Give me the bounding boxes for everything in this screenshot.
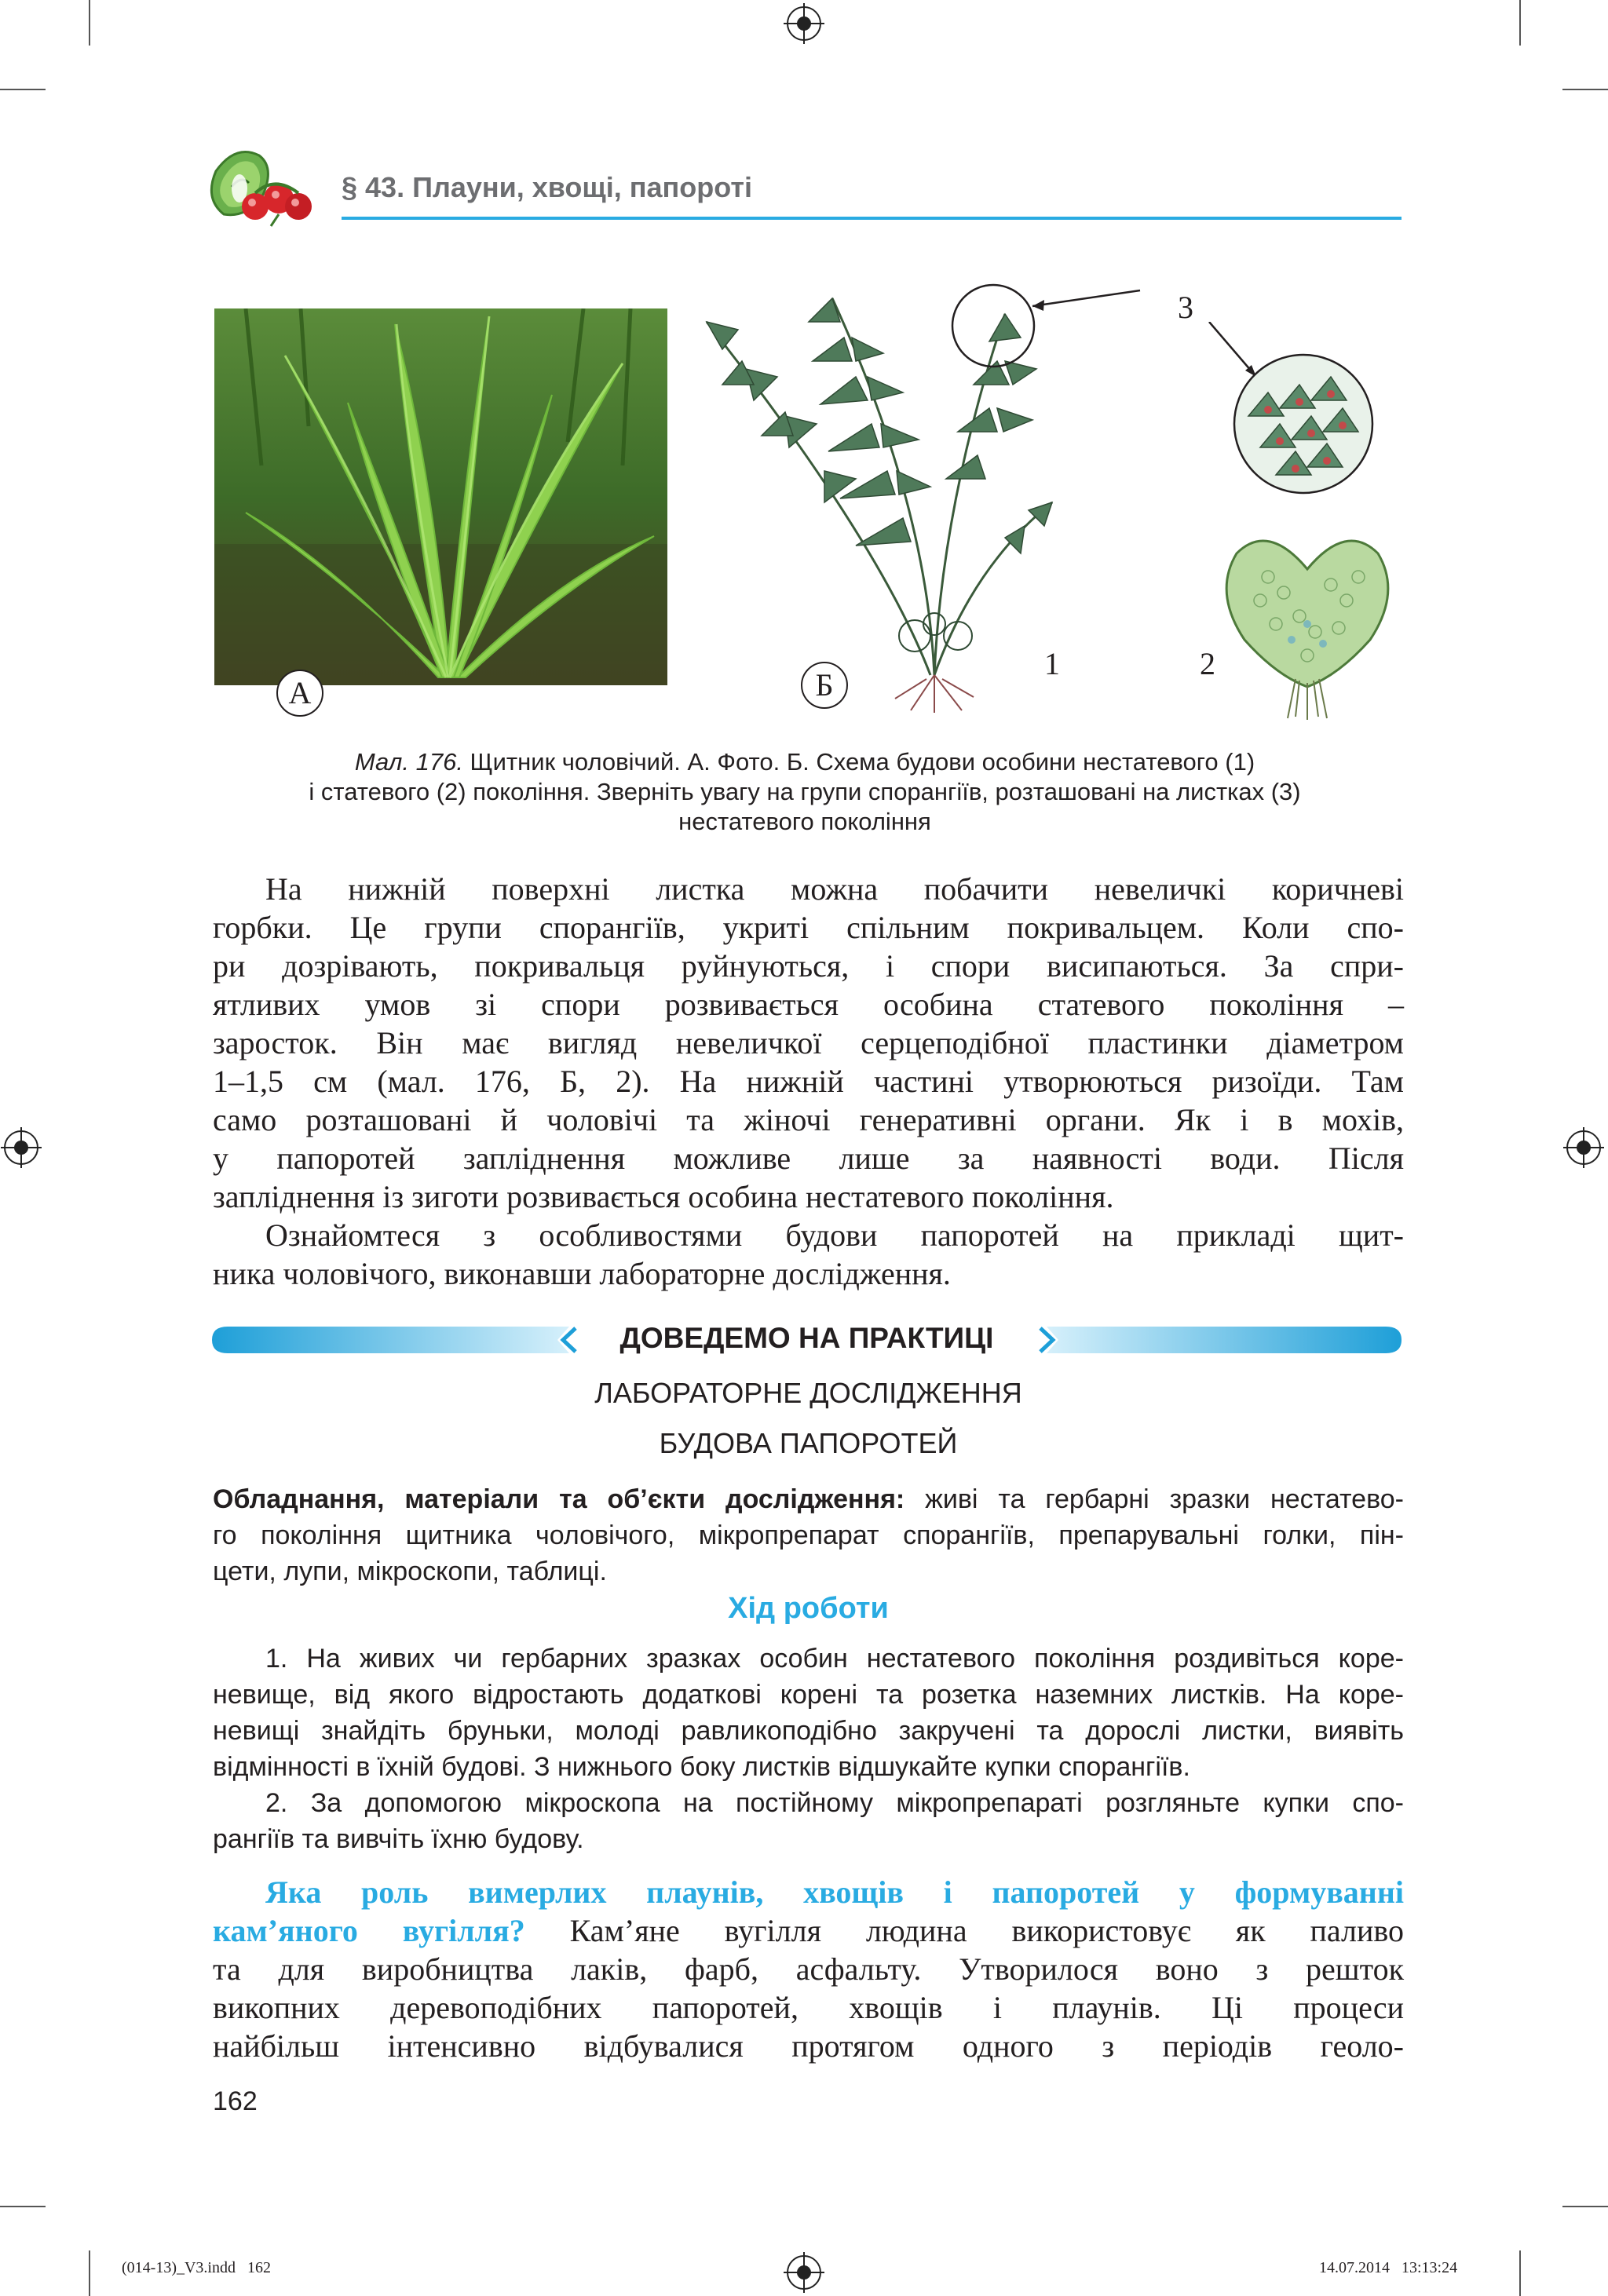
figure-label-a: А [276,670,323,717]
leaf-berries-logo-icon [200,140,318,238]
sporangia-closeup [1201,322,1382,502]
figure-caption-line3: нестатевого покоління [678,808,931,835]
equipment-line: цети, лупи, мікроскопи, таблиці. [213,1557,607,1586]
figure-label-3: 3 [1178,290,1193,325]
paragraph-line: ятливих умов зі спори розвивається особина статевого покоління – [213,987,1404,1022]
figure-label-b: Б [801,662,848,709]
step-line: відмінності в їхній будові. З нижнього боку листків відшукайте купки спорангіїв. [213,1752,1190,1782]
equipment-line [213,1481,1404,1517]
crop-mark [1519,0,1521,46]
paragraph-line: викопних деревоподібних папоротей, хвощів і плаунів. Ці процеси [213,1990,1404,2025]
paragraph-text: Кам’яне вугілля людина використовує як паливо [524,1913,1404,1948]
figure-caption-line2: і статевого (2) покоління. Зверніть увагу на групи спорангіїв, розташовані на листках (3) [309,778,1301,805]
registration-mark-icon [787,2255,821,2290]
header-rule [342,217,1402,220]
step-line: невище, від якого відростають додаткові корені та розетка наземних листків. На коре- [213,1680,1404,1710]
paragraph-line: ника чоловічого, виконавши лабораторне дослідження. [213,1256,951,1291]
paragraph-line: горбки. Це групи спорангіїв, укриті спільним покривальцем. Коли спо- [213,910,1404,945]
equipment-text: живі та гербарні зразки нестатево- [904,1484,1405,1514]
paragraph-line: заросток. Він має вигляд невеличкої серцеподібної пластинки діаметром [213,1025,1404,1060]
figure-caption-number: Мал. 176. [354,748,463,776]
lab-subtitle: БУДОВА ПАПОРОТЕЙ [659,1427,958,1459]
paragraph-line: На нижній поверхні листка можна побачити невеличкі коричневі [265,871,1404,907]
registration-mark-icon [4,1130,38,1165]
crop-mark [0,89,46,90]
crop-mark [89,0,90,46]
procedure-title: Хід роботи [728,1592,889,1625]
paragraph-line: запліднення із зиготи розвивається особина нестатевого покоління. [213,1179,1114,1214]
paragraph-line: Ознайомтеся з особливостями будови папоротей на прикладі щит- [265,1217,1404,1253]
crop-mark [1562,89,1608,90]
figure-label-2: 2 [1200,646,1215,681]
page-number: 162 [213,2086,258,2116]
paragraph-line: у папоротей запліднення можливе лише за наявності води. Після [213,1141,1404,1176]
paragraph-line: само розташовані й чоловічі та жіночі генеративні органи. Як і в мохів, [213,1102,1404,1137]
fern-scheme-illustration [675,267,1146,714]
question-text: кам’яного вугілля? [213,1913,525,1948]
paragraph-line: ри дозрівають, покривальця руйнуються, і спори висипаються. За спри- [213,948,1404,984]
figure-label-1: 1 [1044,646,1060,681]
figure-caption-line1 [196,747,1413,777]
practice-banner-title: ДОВЕДЕМО НА ПРАКТИЦІ [619,1322,994,1354]
step-line: невищі знайдіть бруньки, молоді равликоподібно закручені та дорослі листки, виявіть [213,1716,1404,1746]
registration-mark-icon [1566,1130,1601,1165]
prothallus-illustration [1221,522,1394,722]
paragraph-line: 1–1,5 см (мал. 176, Б, 2). На нижній частині утворюються ризоїди. Там [213,1064,1404,1099]
crop-mark [1519,2250,1521,2296]
figure-caption-text: Щитник чоловічий. А. Фото. Б. Схема будови особини нестатевого (1) [462,748,1255,776]
paragraph-line [213,1911,1404,1950]
question-text: Яка роль вимерлих плаунів, хвощів і папоротей у формуванні [265,1874,1404,1910]
equipment-line: го покоління щитника чоловічого, мікропрепарат спорангіїв, препарувальні голки, пін- [213,1520,1404,1550]
footer-datetime: 14.07.2014 13:13:24 [1319,2259,1458,2276]
question-line [213,1873,1404,1911]
paragraph-line: та для виробництва лаків, фарб, асфальту. Утворилося воно з решток [213,1951,1404,1987]
crop-mark [1562,2206,1608,2207]
step-line: рангіїв та вивчіть їхню будову. [213,1824,584,1854]
equipment-label: Обладнання, матеріали та об’єкти дослідження: [213,1484,905,1514]
crop-mark [0,2206,46,2207]
lab-title: ЛАБОРАТОРНЕ ДОСЛІДЖЕННЯ [594,1377,1022,1409]
registration-mark-icon [787,6,821,41]
fern-photo [214,308,667,685]
section-title: § 43. Плауни, хвощі, папороті [342,171,753,203]
paragraph-line: найбільш інтенсивно відбувалися протягом одного з періодів геоло- [213,2028,1404,2064]
crop-mark [89,2250,90,2296]
step-line: 1. На живих чи гербарних зразках особин нестатевого покоління роздивіться коре- [265,1644,1404,1674]
step-line: 2. За допомогою мікроскопа на постійному мікропрепараті розгляньте купки спо- [265,1788,1404,1818]
footer-file: (014-13)_V3.indd 162 [122,2259,271,2276]
